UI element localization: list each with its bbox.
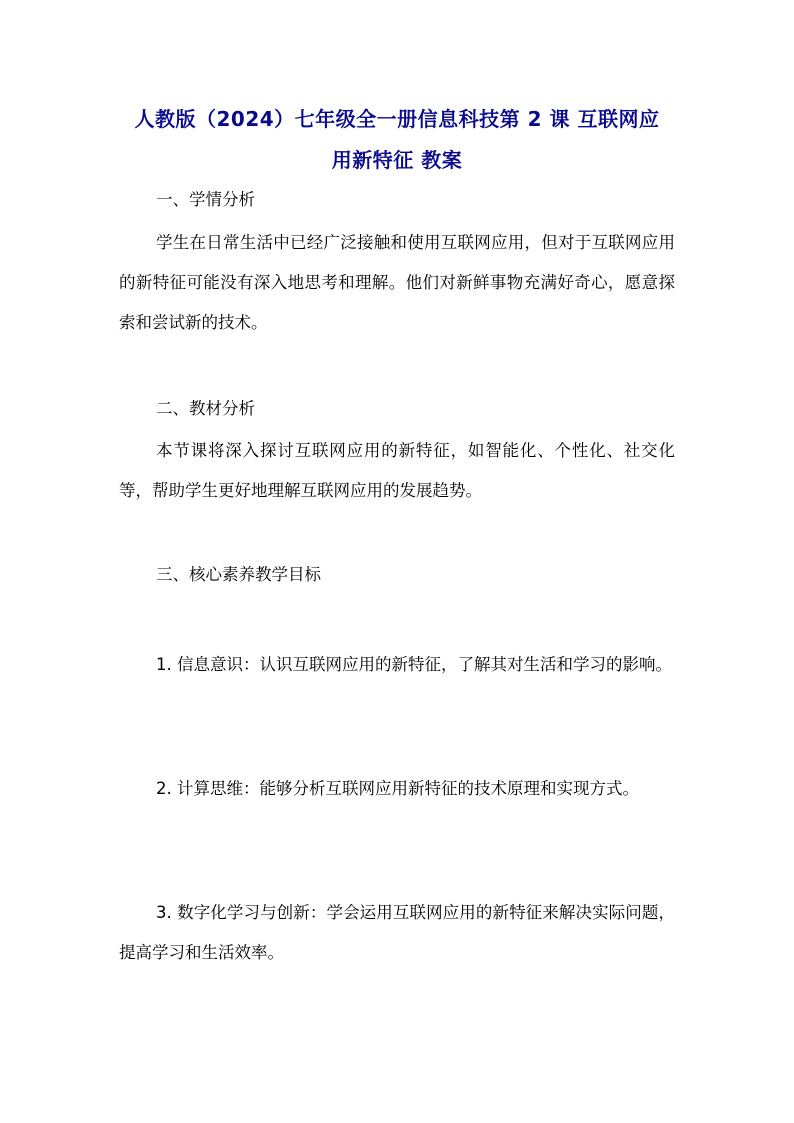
goal-item-information-awareness: 1. 信息意识：认识互联网应用的新特征，了解其对生活和学习的影响。 [156,655,672,674]
document-title-line-1: 人教版（2024）七年级全一册信息科技第 2 课 互联网应 [134,107,660,131]
goal-item-digital-learning: 3. 数字化学习与创新：学会运用互联网应用的新特征来解决实际问题，提高学习和生活效率。 [119,903,675,962]
section-body-student-analysis: 学生在日常生活中已经广泛接触和使用互联网应用，但对于互联网应用的新特征可能没有深入地思考和理解。他们对新鲜事物充满好奇心，愿意探索和尝试新的技术。 [119,233,675,332]
goal-item-computational-thinking: 2. 计算思维：能够分析互联网应用新特征的技术原理和实现方式。 [156,779,639,798]
section-heading-student-analysis: 一、学情分析 [156,190,255,209]
section-body-textbook-analysis: 本节课将深入探讨互联网应用的新特征，如智能化、个性化、社交化等，帮助学生更好地理解互联网应用的发展趋势。 [119,441,675,500]
section-heading-teaching-goals: 三、核心素养教学目标 [156,565,321,584]
document-title-line-2: 用新特征 教案 [331,148,463,172]
section-heading-textbook-analysis: 二、教材分析 [156,399,255,418]
